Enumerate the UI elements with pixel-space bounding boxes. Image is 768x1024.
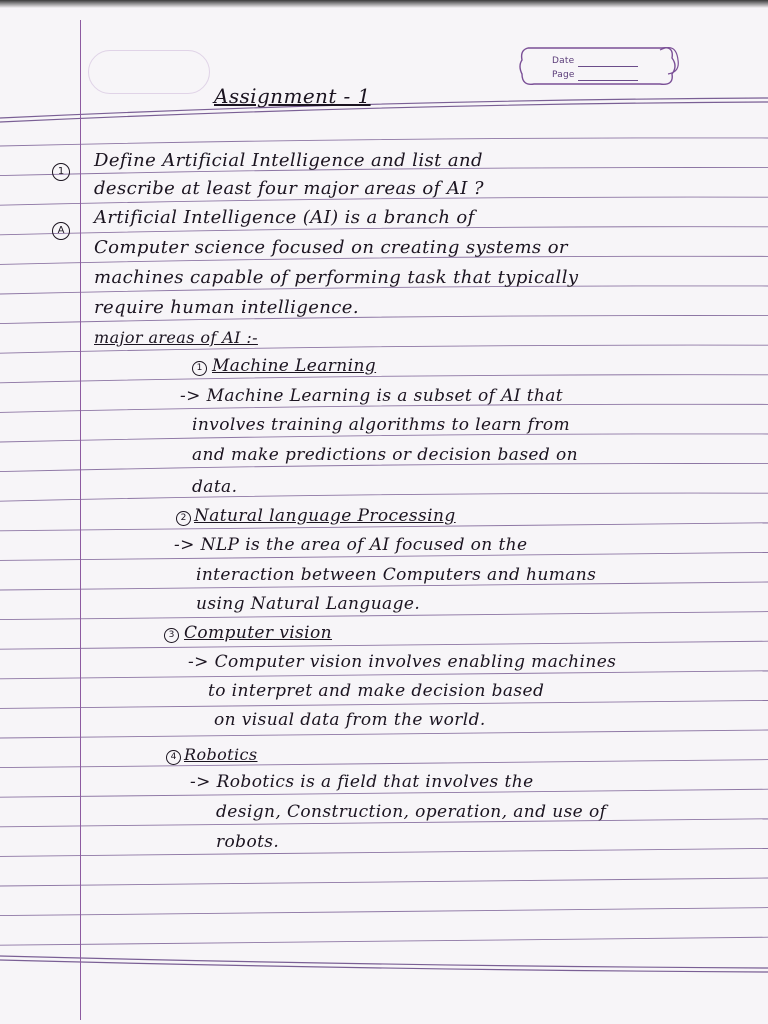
areas-heading: major areas of AI :-: [94, 328, 258, 347]
rule-line: [0, 730, 768, 738]
date-label: Date: [552, 56, 575, 66]
top-rule-line: [0, 102, 768, 122]
margin-line: [80, 20, 81, 1020]
area-number: 1: [192, 361, 207, 376]
area-line: robots.: [216, 832, 280, 852]
rule-line: [0, 138, 768, 146]
area-number: 3: [164, 628, 179, 643]
answer-marker: A: [52, 222, 70, 240]
area-line: to interpret and make decision based: [208, 681, 545, 701]
faint-stamp: [88, 50, 210, 94]
area-line: -> Machine Learning is a subset of AI that: [180, 386, 564, 406]
rule-line: [0, 434, 768, 442]
rule-line: [0, 671, 768, 679]
area-line: -> Robotics is a field that involves the: [190, 772, 534, 792]
area-line: -> NLP is the area of AI focused on the: [174, 535, 528, 555]
rule-line: [0, 937, 768, 945]
rule-line: [0, 493, 768, 501]
rule-line: [0, 760, 768, 768]
area-line: -> Computer vision involves enabling machines: [188, 652, 617, 672]
answer-line: machines capable of performing task that typically: [94, 267, 579, 288]
assignment-title: Assignment - 1: [214, 84, 371, 108]
answer-line: Computer science focused on creating systems or: [94, 237, 568, 258]
area-line: interaction between Computers and humans: [196, 565, 597, 585]
area-title: Robotics: [184, 745, 258, 764]
bottom-rule-line: [0, 956, 768, 968]
rule-line: [0, 375, 768, 383]
rule-line: [0, 641, 768, 649]
area-title: Natural language Processing: [194, 506, 456, 526]
rule-line: [0, 878, 768, 886]
question-number: 1: [52, 163, 70, 181]
area-line: design, Construction, operation, and use of: [216, 802, 607, 822]
area-title: Machine Learning: [212, 356, 377, 376]
area-line: using Natural Language.: [196, 594, 421, 614]
answer-line: require human intelligence.: [94, 297, 359, 318]
rule-line: [0, 848, 768, 856]
area-line: involves training algorithms to learn from: [192, 415, 571, 435]
question-line: Define Artificial Intelligence and list and: [94, 150, 483, 171]
rule-line: [0, 908, 768, 916]
answer-line: Artificial Intelligence (AI) is a branch of: [94, 207, 475, 228]
area-title: Computer vision: [184, 623, 333, 643]
area-line: data.: [192, 477, 238, 497]
area-line: on visual data from the world.: [214, 710, 486, 730]
rule-line: [0, 700, 768, 708]
area-line: and make predictions or decision based on: [192, 445, 578, 465]
area-number: 4: [166, 750, 181, 765]
question-line: describe at least four major areas of AI ?: [94, 178, 484, 199]
date-field: [578, 66, 638, 67]
page-field: [578, 80, 638, 81]
area-number: 2: [176, 511, 191, 526]
page-label: Page: [552, 70, 575, 80]
bottom-rule-line: [0, 960, 768, 972]
